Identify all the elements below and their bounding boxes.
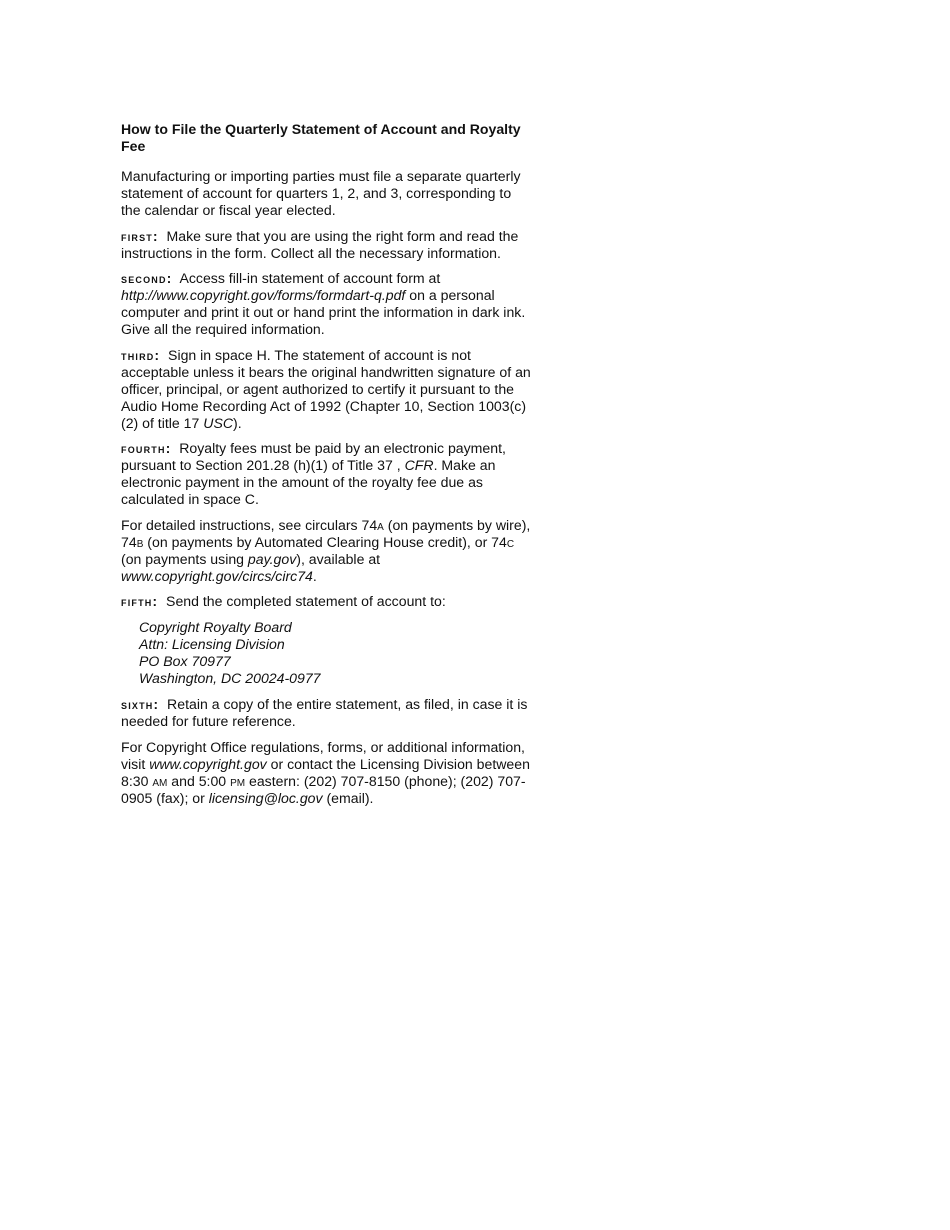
website-link[interactable]: www.copyright.gov (149, 755, 267, 772)
circulars-paragraph (121, 517, 533, 585)
contact-paragraph (121, 739, 533, 807)
circulars-text-c: (on payments by Automated Clearing House credit), or 74 (147, 533, 507, 550)
circulars-text-f: . (312, 567, 317, 584)
page-title: How to File the Quarterly Statement of Account and Royalty Fee (121, 121, 521, 154)
step-third-text-b: ). (233, 414, 242, 431)
step-fifth-label: fifth: (121, 594, 159, 609)
cfr-abbrev: CFR (404, 457, 434, 473)
circulars-text-d: (on payments using (121, 550, 244, 567)
circulars-url-link[interactable]: www.copyright.gov/circs/circ74 (121, 567, 313, 584)
circular-c-suffix: c (506, 533, 515, 550)
step-sixth (121, 696, 533, 730)
step-fifth-text: Send the completed statement of account to: (166, 593, 446, 609)
step-second-text-a: Access fill-in statement of account form at (179, 270, 441, 286)
contact-text-b: or contact the Licensing Division between 8:30 (121, 755, 530, 789)
step-fourth (121, 440, 533, 508)
step-fourth-text-b: . Make an electronic payment in the amount of the royalty fee due as calculated in space C. (121, 457, 496, 507)
form-url-link[interactable]: http://www.copyright.gov/forms/formdart-q.pdf (121, 287, 406, 303)
circulars-text-e: ), available at (296, 550, 381, 567)
step-sixth-text: Retain a copy of the entire statement, as filed, in case it is needed for future reference. (121, 696, 528, 730)
instructions-column (121, 121, 533, 815)
pm-label: pm (230, 772, 246, 789)
contact-text-a: For Copyright Office regulations, forms, or additional information, visit (121, 738, 525, 772)
step-fifth (121, 593, 533, 610)
address-line-1: Copyright Royalty Board (139, 618, 292, 635)
contact-text-e: (email). (326, 789, 374, 806)
step-first (121, 228, 533, 262)
step-second-text-b: on a personal computer and print it out or hand print the information in dark ink. Give all the required information. (121, 287, 526, 337)
am-label: am (152, 772, 168, 789)
mailing-address (139, 619, 533, 688)
step-second (121, 270, 533, 338)
step-third-text-a: Sign in space H. The statement of account is not acceptable unless it bears the original handwritten signature of an officer, principal, or agent authorized to certify it pursuant to the Audio Home Recording Act of 1992 (Chapter 10, Section 1003(c)(2) of title 17 (121, 346, 531, 431)
circular-b-suffix: b (136, 533, 144, 550)
intro-paragraph: Manufacturing or importing parties must file a separate quarterly statement of account for quarters 1, 2, and 3, corresponding to the calendar or fiscal year elected. (121, 168, 521, 218)
step-third (121, 347, 533, 432)
paygov-link[interactable]: pay.gov (247, 550, 297, 567)
address-line-2: Attn: Licensing Division (139, 635, 285, 652)
address-line-4: Washington, DC 20024-0977 (139, 670, 321, 687)
address-line-3: PO Box 70977 (139, 653, 231, 670)
step-second-label: second: (121, 271, 173, 286)
circular-a-suffix: a (377, 516, 384, 533)
step-first-label: first: (121, 228, 159, 244)
usc-abbrev: USC (203, 414, 234, 431)
contact-text-d: eastern: (202) 707-8150 (phone); (202) 707-0905 (fax); or (121, 772, 526, 806)
step-first-text: Make sure that you are using the right form and read the instructions in the form. Collect all the necessary information. (121, 227, 519, 261)
email-link[interactable]: licensing@loc.gov (208, 789, 323, 806)
circulars-text-a: For detailed instructions, see circulars 74 (121, 516, 378, 533)
contact-text-c: and 5:00 (171, 772, 227, 789)
step-fourth-label: fourth: (121, 441, 172, 456)
step-third-label: third: (121, 347, 161, 363)
circulars-text-b: (on payments by wire), 74 (121, 516, 531, 550)
step-fourth-text-a: Royalty fees must be paid by an electronic payment, pursuant to Section 201.28 (h)(1) of Title 37 , (121, 440, 506, 473)
step-sixth-label: sixth: (121, 697, 160, 713)
